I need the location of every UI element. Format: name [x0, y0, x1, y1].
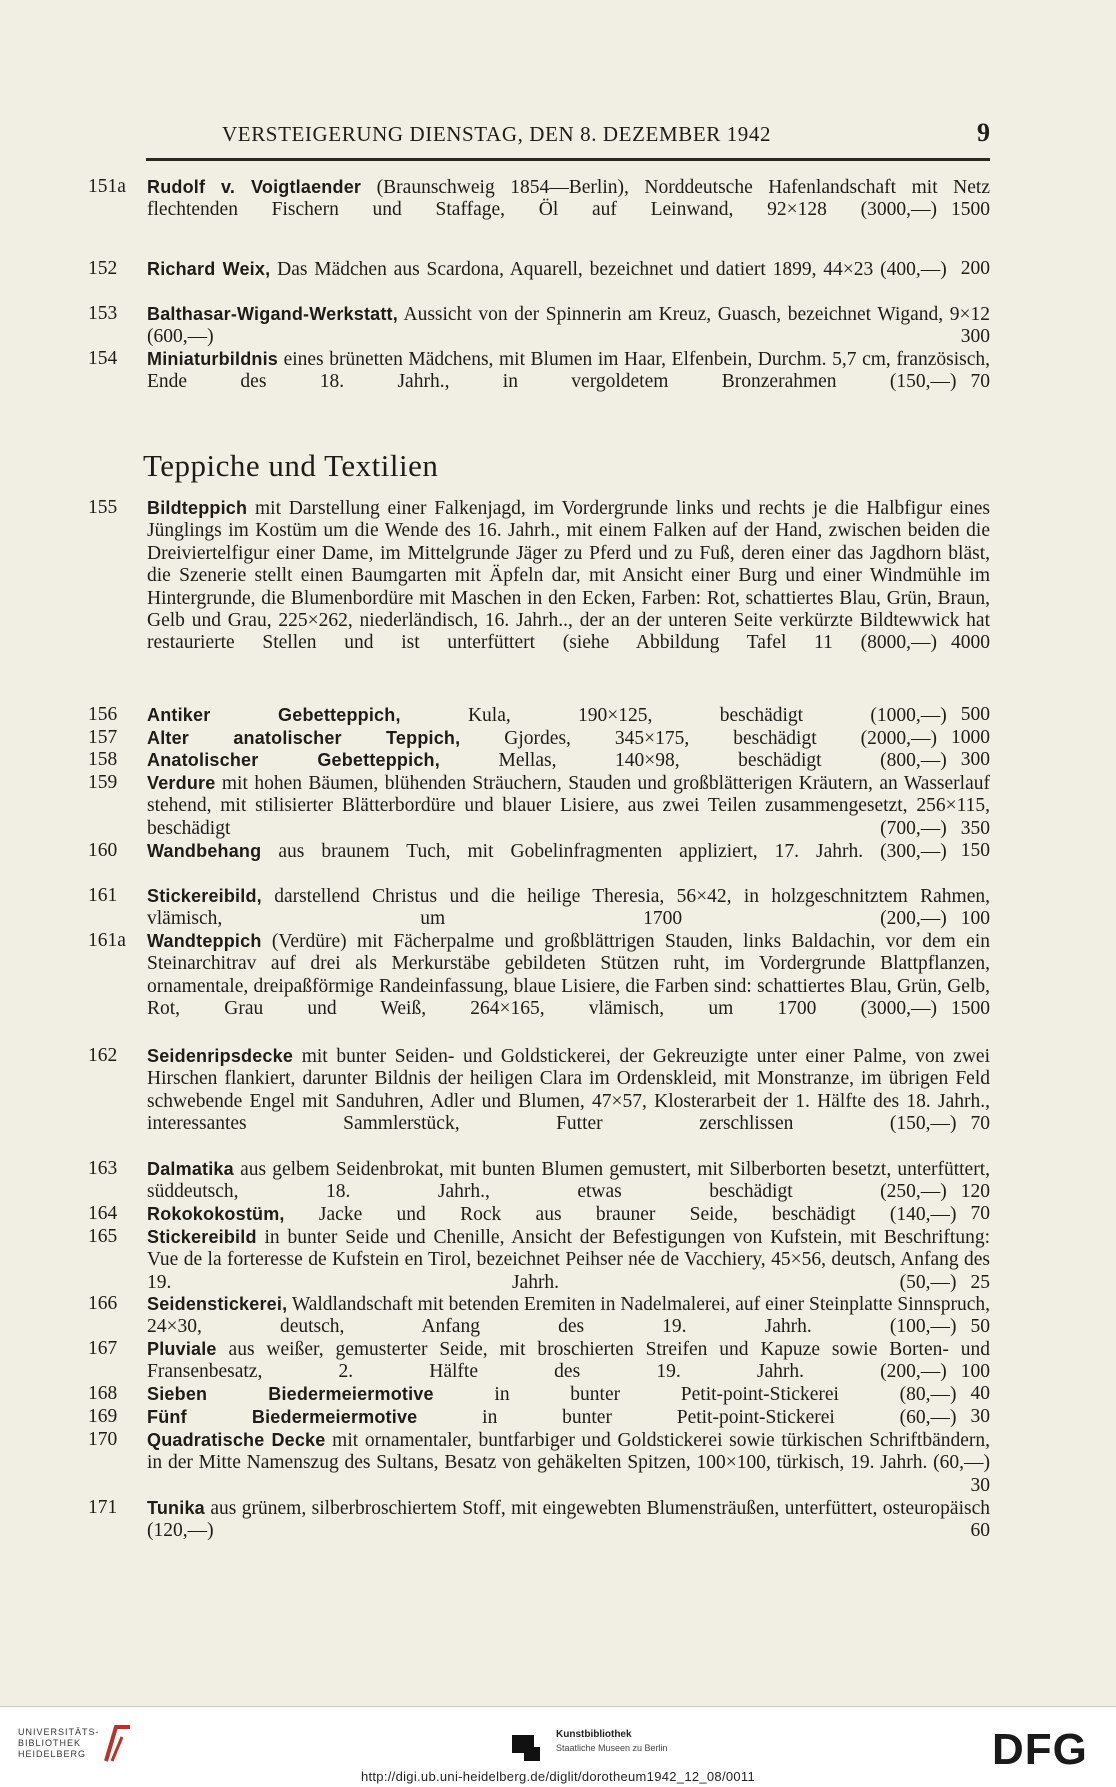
lot-price: 70 [970, 371, 990, 393]
lot-title: Wandteppich [147, 931, 262, 951]
lot-title: Richard Weix, [147, 259, 271, 279]
lot-number: 163 [88, 1158, 118, 1179]
lot-description [147, 497, 990, 655]
kunstbibliothek-logo-icon [510, 1727, 546, 1763]
lot-body: Waldlandschaft mit betenden Eremiten in Nadelmalerei, auf einer Steinplatte Sinnspruch, 24×30, deutsch, Anfang des 19. Jahrh. (100,—) [147, 1294, 990, 1338]
lot-title: Seidenripsdecke [147, 1046, 294, 1066]
lot-price: 300 [960, 749, 990, 770]
lot-description [147, 885, 990, 931]
lot-number: 151a [88, 176, 126, 197]
lot-number: 158 [88, 749, 118, 770]
lot-number: 156 [88, 704, 118, 725]
lot-description [147, 1497, 990, 1543]
kunstbibliothek-title: Kunstbibliothek [556, 1729, 632, 1740]
lot-number: 164 [88, 1203, 118, 1224]
lot-title: Dalmatika [147, 1159, 234, 1179]
lot-title: Rudolf v. Voigtlaender [147, 177, 362, 197]
lot-title: Stickereibild [147, 1227, 257, 1247]
lot-description [147, 749, 990, 772]
lot-title: Verdure [147, 773, 216, 793]
lot-description [147, 772, 990, 840]
lot-price: 4000 [951, 632, 990, 654]
lot-description [147, 1158, 990, 1204]
lot-description [147, 1226, 990, 1294]
lot-description [147, 727, 990, 750]
lot-body: aus braunem Tuch, mit Gobelinfragmenten appliziert, 17. Jahrh. (300,—) [261, 841, 947, 862]
lot-price: 25 [970, 1271, 990, 1293]
lot-body: Gjordes, 345×175, beschädigt (2000,—) [460, 728, 937, 749]
lot-body: in bunter Seide und Chenille, Ansicht der Befestigungen von Kufstein, mit Beschriftung: Vue de la forteresse de Kufstein en Tirol, bezeichnet Peihser née de Vacchiery, 45×56, deutsch, Anfang des 19. Jahrh. (50,—) [147, 1227, 990, 1293]
page-number: 9 [977, 118, 990, 147]
lot-description [147, 1338, 990, 1384]
lot-body: aus weißer, gemusterter Seide, mit broschierten Streifen und Kapuze sowie Borten- und Fransenbesatz, 2. Hälfte des 19. Jahrh. (200,—) [147, 1339, 990, 1383]
lot-price: 100 [960, 908, 990, 930]
lot-body: darstellend Christus und die heilige Theresia, 56×42, in holzgeschnitztem Rahmen, vlämisch, um 1700 (200,—) [147, 886, 990, 930]
lot-body: in bunter Petit-point-Stickerei (60,—) [417, 1407, 957, 1428]
lot-price: 60 [970, 1520, 990, 1542]
lot-title: Anatolischer Gebetteppich, [147, 750, 440, 770]
lot-body: (Braunschweig 1854—Berlin), Norddeutsche Hafenlandschaft mit Netz flechtenden Fischern und Staffage, Öl auf Leinwand, 92×128 (3000,—) [147, 177, 990, 221]
lot-number: 153 [88, 303, 118, 324]
lot-body: Mellas, 140×98, beschädigt (800,—) [439, 750, 947, 771]
lot-body: Das Mädchen aus Scardona, Aquarell, bezeichnet und datiert 1899, 44×23 (400,—) [270, 259, 947, 280]
lot-description [147, 930, 990, 1021]
lot-title: Quadratische Decke [147, 1430, 326, 1450]
lot-description [147, 1045, 990, 1136]
lot-title: Sieben Biedermeiermotive [147, 1384, 434, 1404]
lot-number: 161a [88, 930, 126, 951]
lot-title: Miniaturbildnis [147, 349, 278, 369]
section-title: Teppiche und Textilien [143, 448, 439, 483]
lot-title: Antiker Gebetteppich, [147, 705, 401, 725]
lot-body: eines brünetten Mädchens, mit Blumen im Haar, Elfenbein, Durchm. 5,7 cm, französisch, Ende des 18. Jahrh., in vergoldetem Bronzerahmen (150,—) [147, 349, 990, 393]
lot-title: Fünf Biedermeiermotive [147, 1407, 418, 1427]
university-line: HEIDELBERG [18, 1749, 87, 1759]
lot-description [147, 348, 990, 394]
permalink-url[interactable]: http://digi.ub.uni-heidelberg.de/diglit/dorotheum1942_12_08/0011 [360, 1769, 756, 1784]
lot-title: Seidenstickerei, [147, 1294, 288, 1314]
lot-number: 166 [88, 1293, 118, 1314]
lot-body: mit ornamentaler, buntfarbiger und Goldstickerei sowie türkischen Schriftbändern, in der Mitte Namenszug des Sultans, Besatz von gehäkelten Spitzen, 100×100, türkisch, 19. Jahrh. (60,—) [147, 1430, 990, 1474]
lot-description [147, 840, 990, 863]
university-library-name [18, 1727, 100, 1760]
university-logo-icon [100, 1721, 134, 1767]
lot-number: 152 [88, 258, 118, 279]
lot-body: in bunter Petit-point-Stickerei (80,—) [433, 1384, 957, 1405]
lot-price: 1000 [951, 727, 990, 748]
lot-body: (Verdüre) mit Fächerpalme und großblättrigen Stauden, links Baldachin, vor dem ein Steinarchitrav auf drei als Merkurstäbe gebildeten Stützen ruht, im Vordergrunde Blattpflanzen, ornamentale, dreipaßförmige Randeinfassung, blaue Lisiere, die Farben sind: schattiertes Blau, Grün, Gelb, Rot, Grau und Weiß, 264×165, vlämisch, um 1700 (3000,—) [147, 931, 990, 1020]
lot-title: Tunika [147, 1498, 205, 1518]
lot-price: 30 [970, 1474, 990, 1496]
lot-number: 167 [88, 1338, 118, 1359]
lot-price: 150 [960, 840, 990, 861]
lot-body: aus gelbem Seidenbrokat, mit bunten Blumen gemustert, mit Silberborten besetzt, unterfüttert, süddeutsch, 18. Jahrh., etwas beschädigt (250,—) [147, 1159, 990, 1203]
lot-title: Wandbehang [147, 841, 262, 861]
lot-price: 70 [970, 1203, 990, 1224]
lot-number: 154 [88, 348, 118, 369]
lot-body: mit hohen Bäumen, blühenden Sträuchern, Stauden und großblätterigen Kräutern, an Wasserlauf stehend, mit stilisierter Blätterbordüre und blauer Lisiere, aus zwei Teilen zusammengesetzt, 256×115, beschädigt (700,—) [147, 773, 990, 839]
lot-body: Aussicht von der Spinnerin am Kreuz, Guasch, bezeichnet Wigand, 9×12 (600,—) [147, 304, 990, 348]
lot-number: 161 [88, 885, 118, 906]
lot-price: 350 [960, 817, 990, 839]
university-line: UNIVERSITÄTS- [18, 1727, 100, 1737]
lot-price: 30 [970, 1406, 990, 1427]
lot-body: Kula, 190×125, beschädigt (1000,—) [400, 705, 947, 726]
lot-price: 1500 [951, 199, 990, 221]
lot-description [147, 1383, 990, 1406]
lot-number: 168 [88, 1383, 118, 1404]
lot-description [147, 176, 990, 222]
kunstbibliothek-subtitle: Staatliche Museen zu Berlin [556, 1743, 668, 1753]
lot-price: 40 [970, 1383, 990, 1404]
lot-price: 120 [960, 1181, 990, 1203]
lot-number: 157 [88, 727, 118, 748]
lot-price: 500 [960, 704, 990, 725]
lot-body: aus grünem, silberbroschiertem Stoff, mit eingewebten Blumensträußen, unterfüttert, osteuropäisch (120,—) [147, 1498, 990, 1542]
lot-price: 50 [970, 1316, 990, 1338]
lot-body: Jacke und Rock aus brauner Seide, beschädigt (140,—) [284, 1204, 957, 1225]
lot-description [147, 1406, 990, 1429]
lot-title: Pluviale [147, 1339, 217, 1359]
lot-description [147, 1293, 990, 1339]
lot-title: Balthasar-Wigand-Werkstatt, [147, 304, 398, 324]
lot-price: 200 [960, 258, 990, 279]
lot-number: 169 [88, 1406, 118, 1427]
page-header [146, 118, 990, 161]
lot-title: Rokokokostüm, [147, 1204, 285, 1224]
lot-number: 160 [88, 840, 118, 861]
lot-number: 171 [88, 1497, 118, 1518]
lot-number: 165 [88, 1226, 118, 1247]
lot-number: 159 [88, 772, 118, 793]
lot-description [147, 1429, 990, 1497]
dfg-logo: DFG [992, 1725, 1088, 1774]
lot-description [147, 704, 990, 727]
lot-number: 155 [88, 497, 118, 518]
header-title: VERSTEIGERUNG DIENSTAG, DEN 8. DEZEMBER 1942 [222, 122, 772, 146]
lot-description [147, 1203, 990, 1226]
lot-number: 170 [88, 1429, 118, 1450]
lot-description [147, 303, 990, 349]
lot-body: mit Darstellung einer Falkenjagd, im Vordergrunde links und rechts je die Halbfigur eines Jünglings im Kostüm um die Wende des 16. Jahrh., mit einem Falken auf der Hand, zwischen beiden die Dreiviertelfigur einer Dame, im Mittelgrunde Jäger zu Pferd und zu Fuß, deren einer das Jagdhorn bläst, die Szenerie stellt einen Baumgarten mit Äpfeln dar, mit Ansicht einer Burg und einer Windmühle im Hintergrunde, die Blumenbordüre mit Maschen in den Ecken, Farben: Rot, schattiertes Blau, Grün, Braun, Gelb und Grau, 225×262, niederländisch, 16. Jahrh.., der an der unteren Seite verkürzte Bildtewwick hat restaurierte Stellen und ist unterfüttert (siehe Abbildung Tafel 11 (8000,—) [147, 498, 990, 654]
viewer-footer [0, 1706, 1116, 1787]
lot-title: Stickereibild, [147, 886, 262, 906]
lot-body: mit bunter Seiden- und Goldstickerei, der Gekreuzigte unter einer Palme, von zwei Hirschen flankiert, darunter Bildnis der heiligen Clara im Ordenskleid, mit Monstranze, im übrigen Feld schwebende Engel mit Sanduhren, Adler und Blumen, 47×57, Klosterarbeit der 1. Hälfte des 18. Jahrh., interessantes Sammlerstück, Futter zerschlissen (150,—) [147, 1046, 990, 1135]
university-line: BIBLIOTHEK [18, 1738, 82, 1748]
lot-title: Alter anatolischer Teppich, [147, 728, 461, 748]
lot-price: 70 [970, 1113, 990, 1135]
lot-price: 300 [960, 326, 990, 348]
lot-title: Bildteppich [147, 498, 248, 518]
lot-description [147, 258, 990, 281]
lot-price: 100 [960, 1361, 990, 1383]
lot-price: 1500 [951, 998, 990, 1020]
lot-number: 162 [88, 1045, 118, 1066]
